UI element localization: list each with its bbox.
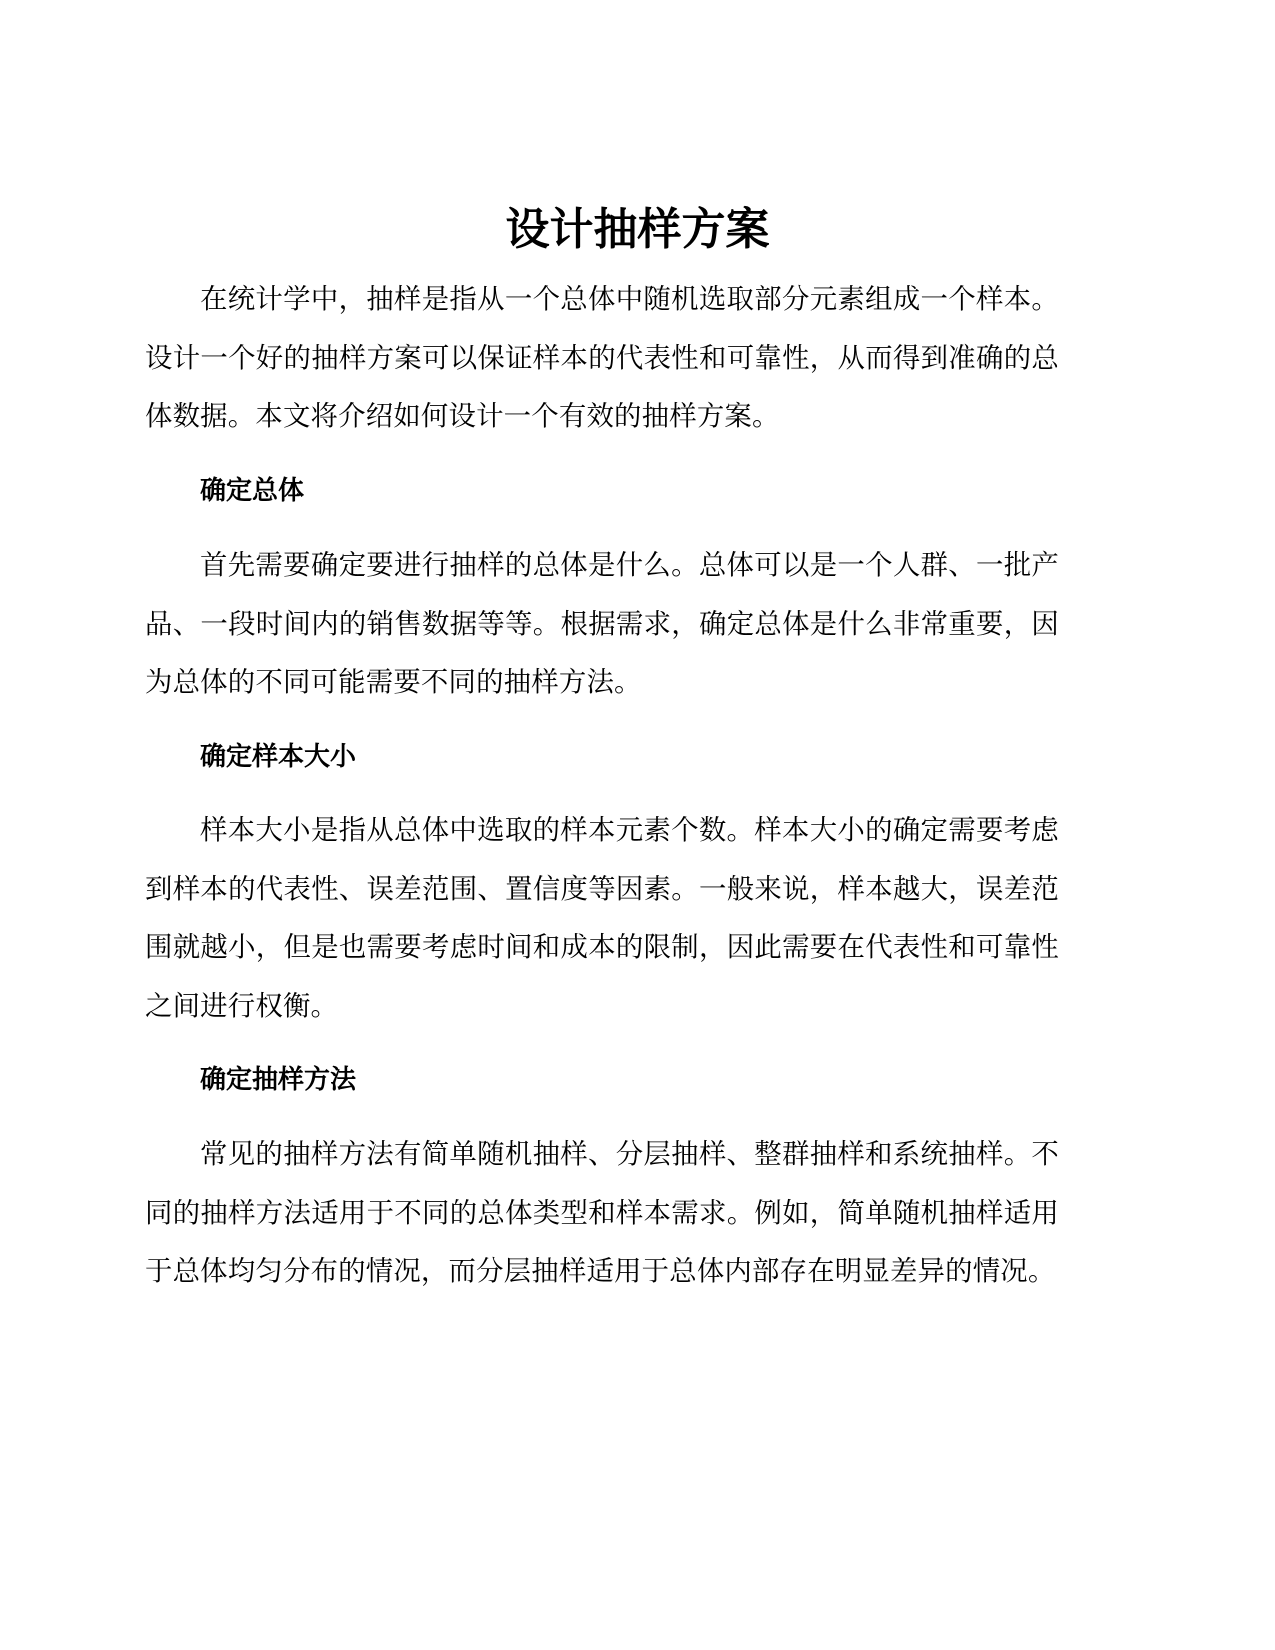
section-body-sampling-method: 常见的抽样方法有简单随机抽样、分层抽样、整群抽样和系统抽样。不同的抽样方法适用于不同的总体类型和样本需求。例如，简单随机抽样适用于总体均匀分布的情况，而分层抽样适用于总体内部存在明显差异的情况。 — [145, 1139, 1059, 1287]
section-heading-sample-size: 确定样本大小 — [200, 742, 357, 772]
section-body-sample-size: 样本大小是指从总体中选取的样本元素个数。样本大小的确定需要考虑到样本的代表性、误差范围、置信度等因素。一般来说，样本越大，误差范围就越小，但是也需要考虑时间和成本的限制，因此需要在代表性和可靠性之间进行权衡。 — [145, 815, 1059, 1022]
section-body-population: 首先需要确定要进行抽样的总体是什么。总体可以是一个人群、一批产品、一段时间内的销售数据等等。根据需求，确定总体是什么非常重要，因为总体的不同可能需要不同的抽样方法。 — [145, 550, 1059, 698]
intro-paragraph: 在统计学中，抽样是指从一个总体中随机选取部分元素组成一个样本。设计一个好的抽样方案可以保证样本的代表性和可靠性，从而得到准确的总体数据。本文将介绍如何设计一个有效的抽样方案。 — [145, 284, 1059, 432]
section-heading-population: 确定总体 — [200, 476, 305, 506]
document-title: 设计抽样方案 — [505, 204, 770, 255]
section-heading-sampling-method: 确定抽样方法 — [200, 1065, 357, 1095]
